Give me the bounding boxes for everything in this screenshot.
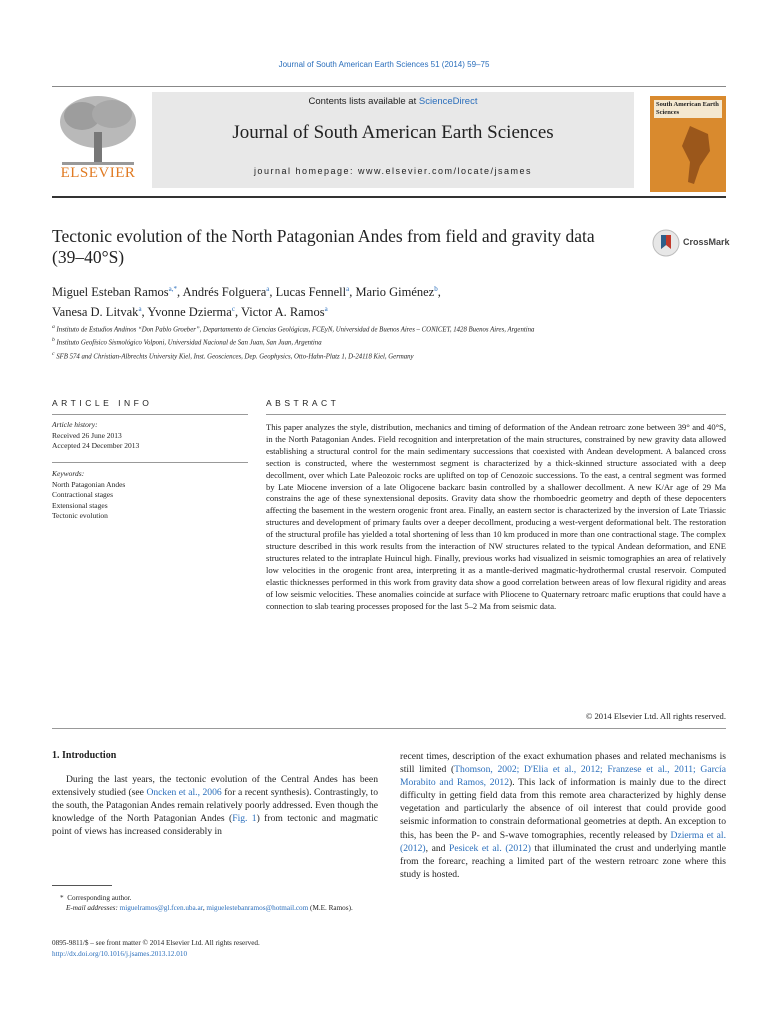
paper-title: Tectonic evolution of the North Patagonian Andes from field and gravity data (39–40°S)	[52, 226, 595, 267]
figure-link[interactable]: Fig. 1	[232, 813, 257, 825]
masthead-top-rule	[52, 86, 726, 87]
affiliations	[52, 322, 652, 362]
author[interactable]: Lucas Fennell$^a$	[275, 285, 350, 300]
crossmark-icon	[652, 229, 680, 257]
citation-link[interactable]: Pesicek et al. (2012)	[449, 842, 531, 854]
author[interactable]: Mario Giménez$^b$	[355, 285, 438, 300]
affiliation: $^b$ Instituto Geofísico Sismológico Volponi, Universidad Nacional de San Juan, San Juan, Argentina	[52, 337, 322, 347]
contents-line: Contents lists available at ScienceDirect	[308, 96, 478, 107]
issn-doi	[52, 938, 452, 960]
journal-citation[interactable]: Journal of South American Earth Sciences 51 (2014) 59–75	[278, 60, 490, 69]
journal-homepage[interactable]: journal homepage: www.elsevier.com/locate/jsames	[253, 166, 533, 176]
cover-title: South American Earth Sciences	[654, 100, 722, 118]
south-america-map-icon	[650, 96, 726, 192]
abstract-text: This paper analyzes the style, distribution, mechanics and timing of deformation of the Andean retroarc zone between 39° and 40°S, in the North Patagonian Andes. Field recognition and interpretation of the main structures, constrained by new gravity data allowed establishing a structural control for the main sedimentary successions that coexisted with Andean development. A balanced cross section is constructed, where the westernmost segment is characterized by a thick-skinned structure associated with a deep decollment, over which Late Paleozoic rocks are uplifted on top of Cenozoic successions. To the east, a central segment was formed by Late Miocene inversion of a late Oligocene backarc basin controlled by a shallower decollment. A new K/Ar age of 29 Ma constrains the age of these synextensional deposits. Gravity data show the rhomboedric geometry and depth of these depocenters affecting the basement in the western orogenic front area. Finally, an eastern sector is characterized by the inversion of Late Triassic structures and development of primary faults over a deeper decollment, producing a west-vergent deformational belt. The restoration of the structural profile has yielded a total shortening of less than 10 km produced in more than one contractional stage. The complex structure described in this work results from the interaction of NW structures related to the typical Andean deformation, and ENE structures related to the intraplate Huincul high. Finally, previous works had visualized in seismic tomographies an area of relatively low velocities in the orogenic front area, interpreting it as a mantle-derived magmatic-hydrothermal crustal reservoir. Computed elastic thicknesses performed in this work from gravity data show a good correlation between areas of low flexural rigidity and areas of low seismic velocities. These anomalies coincide at surface with Pliocene to Quaternary retroarc mafic eruptions that could have a connection to slab tearing processes proposed for the last 5–2 Ma from seismic data.	[266, 422, 726, 611]
citation-link[interactable]: Dzierma et al. (2012)	[400, 829, 726, 854]
article-info-heading: ARTICLE INFO	[52, 398, 153, 408]
affiliation: $^a$ Instituto de Estudios Andinos “Don Pablo Groeber”, Departamento de Ciencias Geológicas, FCEyN, Universidad de Buenos Aires – CONICET, 1428 Buenos Aires, Argentina	[52, 324, 535, 334]
section-heading: 1. Introduction	[52, 750, 117, 761]
email-link[interactable]: miguelramos@gl.fcen.uba.ar	[119, 904, 203, 912]
author[interactable]: Andrés Folguera$^a$	[182, 285, 270, 300]
author[interactable]: Victor A. Ramos$^a$	[240, 305, 328, 320]
citation-link[interactable]: Oncken et al., 2006	[146, 787, 222, 799]
author[interactable]: Vanesa D. Litvak$^a$	[52, 305, 142, 320]
abstract-heading: ABSTRACT	[266, 398, 340, 408]
author-list: Miguel Esteban Ramos$^{a,*}$, Andrés Folguera$^a$, Lucas Fennell$^a$, Mario Giménez$^b$, Vanesa D. Litvak$^a$, Yvonne Dzierma$^c$, Victor A. Ramos$^a$	[52, 285, 441, 320]
crossmark-label: CrossMark	[683, 237, 730, 247]
elsevier-logo[interactable]	[52, 92, 144, 188]
doi-link[interactable]: http://dx.doi.org/10.1016/j.jsames.2013.12.010	[52, 950, 188, 958]
sciencedirect-link[interactable]: ScienceDirect	[418, 96, 478, 107]
intro-paragraph: During the last years, the tectonic evolution of the Central Andes has been extensively studied (see Oncken et al., 2006 for a recent synthesis). Contrastingly, to the south, the Patagonian Andes remain relatively poorly addressed. Even though the knowledge of the North Patagonian Andes (Fig. 1) from tectonic and magmatic point of views has increased considerably in	[52, 774, 378, 838]
masthead-bottom-rule	[52, 196, 726, 198]
publisher-name: ELSEVIER	[60, 165, 136, 181]
author[interactable]: Yvonne Dzierma$^c$	[147, 305, 235, 320]
journal-title: Journal of South American Earth Sciences	[232, 122, 554, 143]
keyword: Contractional stages	[52, 490, 114, 499]
article-history: Article history: Received 26 June 2013 Accepted 24 December 2013	[52, 420, 248, 452]
keyword: North Patagonian Andes	[52, 479, 126, 489]
intro-paragraph-continued: recent times, description of the exact exhumation phases and related mechanisms is still limited (Thomson, 2002; D'Elia et al., 2012; Franzese et al., 2011; García Morabito and Ramos, 2012). This lack of information is mainly due to the direct difficulty in getting field data from this remote area characterized by highly dense vegetation and particularly the absence of oil interest that could provide good seismic information to constrain deformational geometries at depth. An exception to this, has been the P- and S-wave tomographies, recently released by Dzierma et al. (2012), and Pesicek et al. (2012) that illuminated the crust and underlying mantle from the forearc, reaching a limited part of the western retroarc zone where this study is hosted.	[400, 751, 726, 880]
citation-link[interactable]: Thomson, 2002; D'Elia et al., 2012; Franzese et al., 2011; García Morabito and Ramos, 2012	[400, 764, 726, 789]
keyword: Extensional stages	[52, 500, 108, 510]
divider	[266, 414, 726, 415]
divider	[52, 728, 726, 729]
copyright: © 2014 Elsevier Ltd. All rights reserved.	[585, 711, 726, 721]
footnote: * Corresponding author. E-mail addresses: miguelramos@gl.fcen.uba.ar, miguelestebanramos@hotmail.com (M.E. Ramos).	[60, 894, 353, 912]
divider	[52, 462, 248, 463]
keyword: Tectonic evolution	[52, 511, 108, 520]
keywords: Keywords: North Patagonian Andes Contractional stages Extensional stages Tectonic evolution	[52, 469, 248, 522]
footnote-rule	[52, 885, 112, 886]
author[interactable]: Miguel Esteban Ramos$^{a,*}$	[52, 285, 178, 300]
journal-cover[interactable]	[650, 96, 726, 192]
received-date: Received 26 June 2013	[52, 430, 122, 440]
issn: 0895-9811/$ – see front matter © 2014 Elsevier Ltd. All rights reserved.	[52, 939, 260, 947]
affiliation: $^c$ SFB 574 and Christian-Albrechts University Kiel, Inst. Geosciences, Dep. Geophysics, Otto-Hahn-Platz 1, D-24118 Kiel, Germany	[52, 350, 414, 360]
crossmark-button[interactable]	[652, 228, 728, 258]
email-link[interactable]: miguelestebanramos@hotmail.com	[206, 904, 309, 912]
divider	[52, 414, 248, 415]
accepted-date: Accepted 24 December 2013	[52, 441, 140, 450]
